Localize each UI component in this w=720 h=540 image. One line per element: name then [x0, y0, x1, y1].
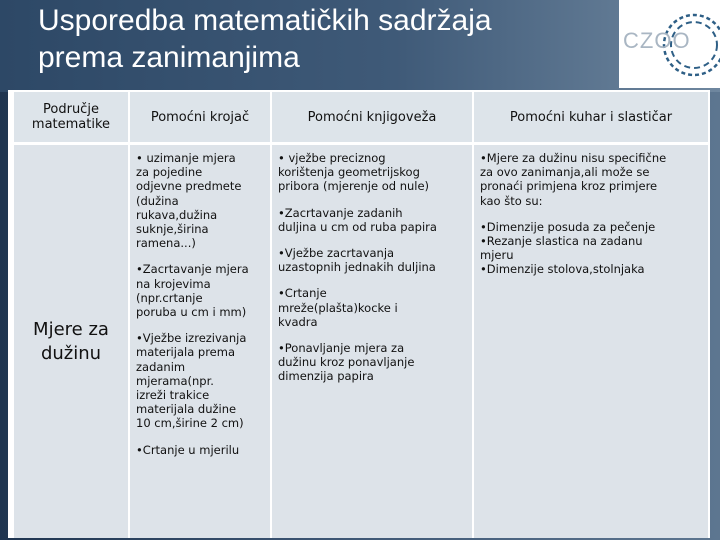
bookbinder-item-4: •Crtanje mreže(plašta)kocke i kvadra: [278, 286, 398, 329]
header-cell-bookbinder: Pomoćni knjigoveža: [272, 92, 472, 142]
logo-wordmark: CZOO: [623, 28, 691, 53]
tailor-item-1: • uzimanje mjera za pojedine odjevne predmete (dužina rukava,dužina suknje,širina ramena...): [136, 151, 242, 251]
title-line-1: Usporedba matematičkih sadržaja: [38, 4, 492, 37]
tailor-item-3: •Vježbe izrezivanja materijala prema zadanim mjerama(npr. izreži trakice materijala dužine 10 cm,širine 2 cm): [136, 331, 247, 431]
bookbinder-item-2: •Zacrtavanje zadanih duljina u cm od ruba papira: [278, 205, 437, 234]
cook-item-1: •Mjere za dužinu nisu specifične za ovo zanimanja,ali može se pronaći primjena kroz primjere kao što su:: [480, 151, 667, 208]
bookbinder-item-5: •Ponavljanje mjera za dužinu kroz ponavljanje dimenzija papira: [278, 341, 415, 384]
slide-title: [38, 2, 618, 76]
row-label-length-measures: Mjere za dužinu: [14, 145, 128, 538]
title-line-2: prema zanimanjima: [38, 41, 300, 74]
header-cell-tailor: Pomoćni krojač: [130, 92, 270, 142]
comparison-table: [8, 90, 710, 538]
bookbinder-item-3: •Vježbe zacrtavanja uzastopnih jednakih duljina: [278, 246, 436, 275]
header-cell-cook: Pomoćni kuhar i slastičar: [474, 92, 708, 142]
cell-tailor-content: [130, 145, 270, 538]
cell-cook-content: [474, 145, 708, 538]
tailor-item-2: •Zacrtavanje mjera na krojevima (npr.crtanje poruba u cm i mm): [136, 262, 249, 320]
tailor-item-4: •Crtanje u mjerilu: [136, 442, 240, 457]
cook-item-2: •Dimenzije posuda za pečenje •Rezanje slastica na zadanu mjeru •Dimenzije stolova,stolnjaka: [480, 219, 656, 277]
czoo-logo: [619, 0, 720, 88]
header-cell-area: Područje matematike: [14, 92, 128, 142]
cell-bookbinder-content: [272, 145, 472, 538]
bookbinder-item-1: • vježbe preciznog korištenja geometrijskog pribora (mjerenje od nule): [278, 151, 430, 194]
